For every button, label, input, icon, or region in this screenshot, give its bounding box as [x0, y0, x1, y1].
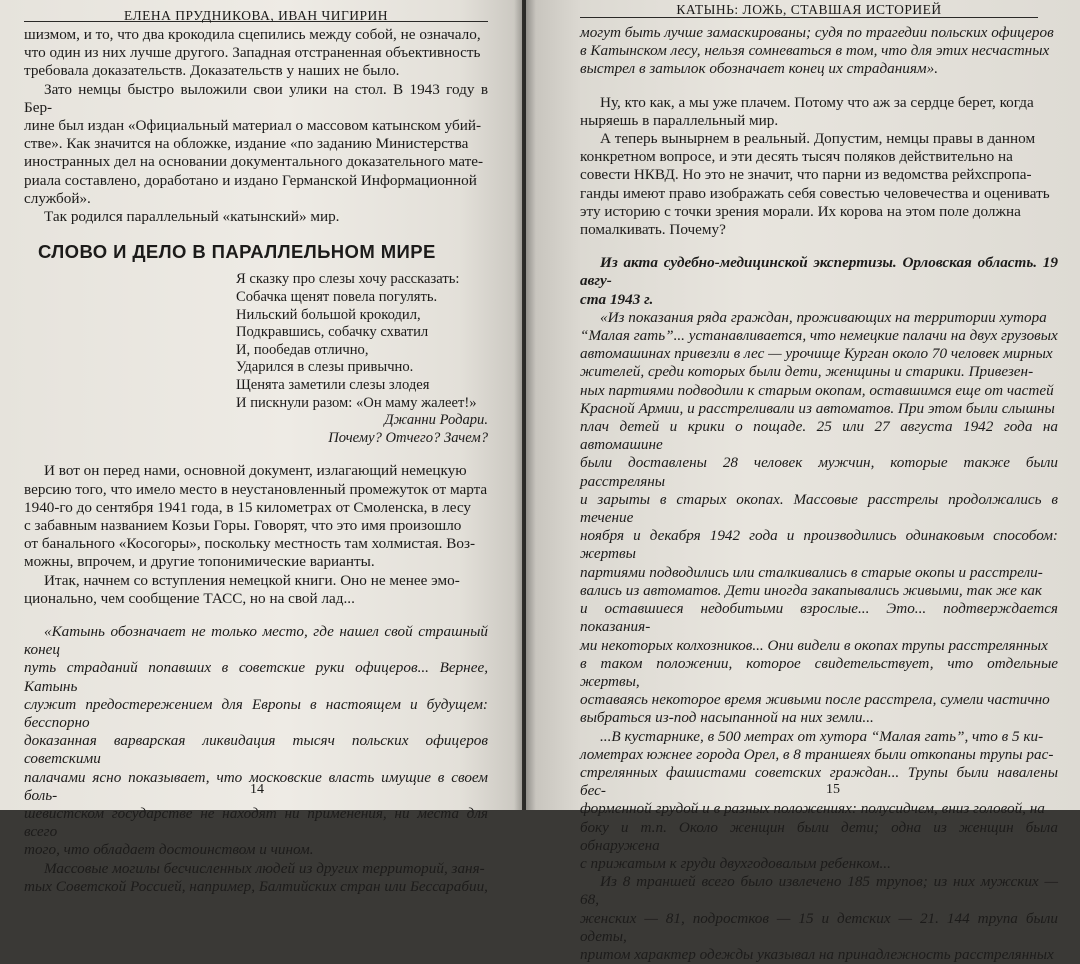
left-quote-1: «Катынь обозначает не только место, где нашел свой страшный конец путь страданий попавших в советские руки офицеров... Вернее, Катынь служит предостережением для Европы в настоящем и будущем: бесспорно доказанная варварская ликвидация тысяч польских офицеров советскими палачами ясно показывает, что московские власть имущие в своем боль- шевистском государстве не находят ни применения, ни места для всего того, что обладает достоинством и чином. — [24, 623, 488, 859]
section-title: СЛОВО И ДЕЛО В ПАРАЛЛЕЛЬНОМ МИРЕ — [38, 241, 436, 263]
right-quote-continued: могут быть лучше замаскированы; судя по трагедии польских офицеров в Катынском лесу, нельзя сомневаться в том, что для этих несчастных выстрел в затылок обозначает конец их страданиям». — [580, 24, 1054, 78]
right-para-1: Ну, кто как, а мы уже плачем. Потому что аж за сердце берет, когда ныряешь в параллельный мир. — [580, 93, 1034, 129]
left-body — [24, 26, 488, 896]
epigraph-verse: Я сказку про слезы хочу рассказать: Собачка щенят повела погулять. Нильский большой крокодил, Подкравшись, собачку схватил И, пообедав отлично, Ударился в слезы привычно. Щенята заметили слезы злодея И пискнули разом: «Он маму жалеет!» Джанни Родари. Почему? Отчего? Зачем? — [236, 271, 488, 446]
left-running-head: ЕЛЕНА ПРУДНИКОВА, ИВАН ЧИГИРИН — [24, 0, 488, 22]
right-quote-5: Из 8 траншей всего было извлечено 185 трупов; из них мужских — 68, женских — 81, подростков — 15 и детских — 21. 144 трупа были одеты, притом характер одежды указывал на принадлежность расстрелянных — [580, 873, 1058, 963]
epigraph-source: Почему? Отчего? Зачем? — [328, 429, 488, 446]
left-page — [0, 0, 522, 895]
right-page — [526, 0, 1080, 963]
left-para-1: шизмом, и то, что два крокодила сцепились между собой, не означало, что один из них лучше другого. Западная отстраненная объективность требовала доказательств. Доказательств у наших не было. — [24, 26, 481, 80]
right-body — [580, 24, 1058, 964]
right-quote-4: ...В кустарнике, в 500 метрах от хутора “Малая гать”, что в 5 ки- лометрах южнее города Орел, в 8 траншеях были откопаны трупы рас- стрелянных фашистами советских граждан... Трупы были навалены бес- форменной грудой и в разных положениях: полусидчем, вниз головой, на боку и т.п. Около женщин были дети; одна из женщин была обнаружена с прижатым к груди двухгодовалым ребенком... — [580, 727, 1058, 872]
left-para-5: Итак, начнем со вступления немецкой книги. Оно не менее эмо- ционально, чем сообщение ТАСС, но на свой лад... — [24, 571, 460, 607]
left-para-3: Так родился параллельный «катынский» мир. — [44, 208, 340, 226]
left-page-number: 14 — [250, 782, 264, 797]
right-page-number: 15 — [826, 782, 840, 797]
epigraph-author: Джанни Родари. — [384, 412, 488, 429]
right-para-2: А теперь вынырнем в реальный. Допустим, немцы правы в данном конкретном вопросе, и эти десять тысяч поляков действительно на совести НКВД. Но это не значит, что парни из ведомства рейхспропа- ганды имеют право изображать себя совестью человечества и оценивать эту историю с точки зрения морали. Их корова на этом поле должна помалкивать. Почему? — [580, 130, 1050, 239]
book-gutter — [514, 0, 536, 810]
expertise-heading: Из акта судебно-медицинской экспертизы. Орловская область. 19 авгу- ста 1943 г. — [580, 254, 1058, 308]
right-running-head: КАТЫНЬ: ЛОЖЬ, СТАВШАЯ ИСТОРИЕЙ — [580, 0, 1038, 18]
left-quote-2: Массовые могилы бесчисленных людей из других территорий, заня- тых Советской Россией, например, Балтийских стран или Бессарабии, — [24, 859, 488, 895]
left-para-2: Зато немцы быстро выложили свои улики на стол. В 1943 году в Бер- лине был издан «Официальный материал о массовом катынском убий- стве». Как значится на обложке, издание «по заданию Министерства иностранных дел на основании документального доказательного мате- риала составлено, доработано и издано Германской Информационной службой». — [24, 80, 488, 207]
left-para-4: И вот он перед нами, основной документ, излагающий немецкую версию того, что имело место в неустановленный промежуток от марта 1940-го до сентября 1941 года, в 15 километрах от Смоленска, в лесу с забавным названием Козьи Горы. Говорят, что это имя произошло от банального «Косогоры», поскольку местность там холмистая. Воз- можны, впрочем, и другие топонимические варианты. — [24, 462, 488, 571]
right-quote-3: «Из показания ряда граждан, проживающих на территории хутора “Малая гать”... устанавливается, что немецкие палачи на двух грузовых автомашинах привезли в лес — урочище Курган около 70 человек мирных жителей, среди которых были дети, женщины и старики. Привезен- ных партиями подводили к старым окопам, оставшимся еще от частей Красной Армии, и расстреливали из автоматов. При этом были слышны плач детей и крики о пощаде. 25 или 27 августа 1942 года на автомашине были доставлены 28 человек мужчин, которые также были расстреляны и зарыты в старых окопах. Массовые расстрелы продолжались в течение ноября и декабря 1942 года и производились одинаковым способом: жертвы партиями подводились или сталкивались в старые окопы и расстрели- вались из автоматов. Дети иногда закапывались живыми, так же как и оставшиеся недобитыми взрослые... Это... подтверждается показания- ми некоторых колхозников... Они видели в окопах трупы расстрелянных в таком положении, которое свидетельствует, что отдельные жертвы, оставаясь некоторое время живыми после расстрела, сумели частично выбраться из-под насыпанной на них земли... — [580, 308, 1058, 727]
